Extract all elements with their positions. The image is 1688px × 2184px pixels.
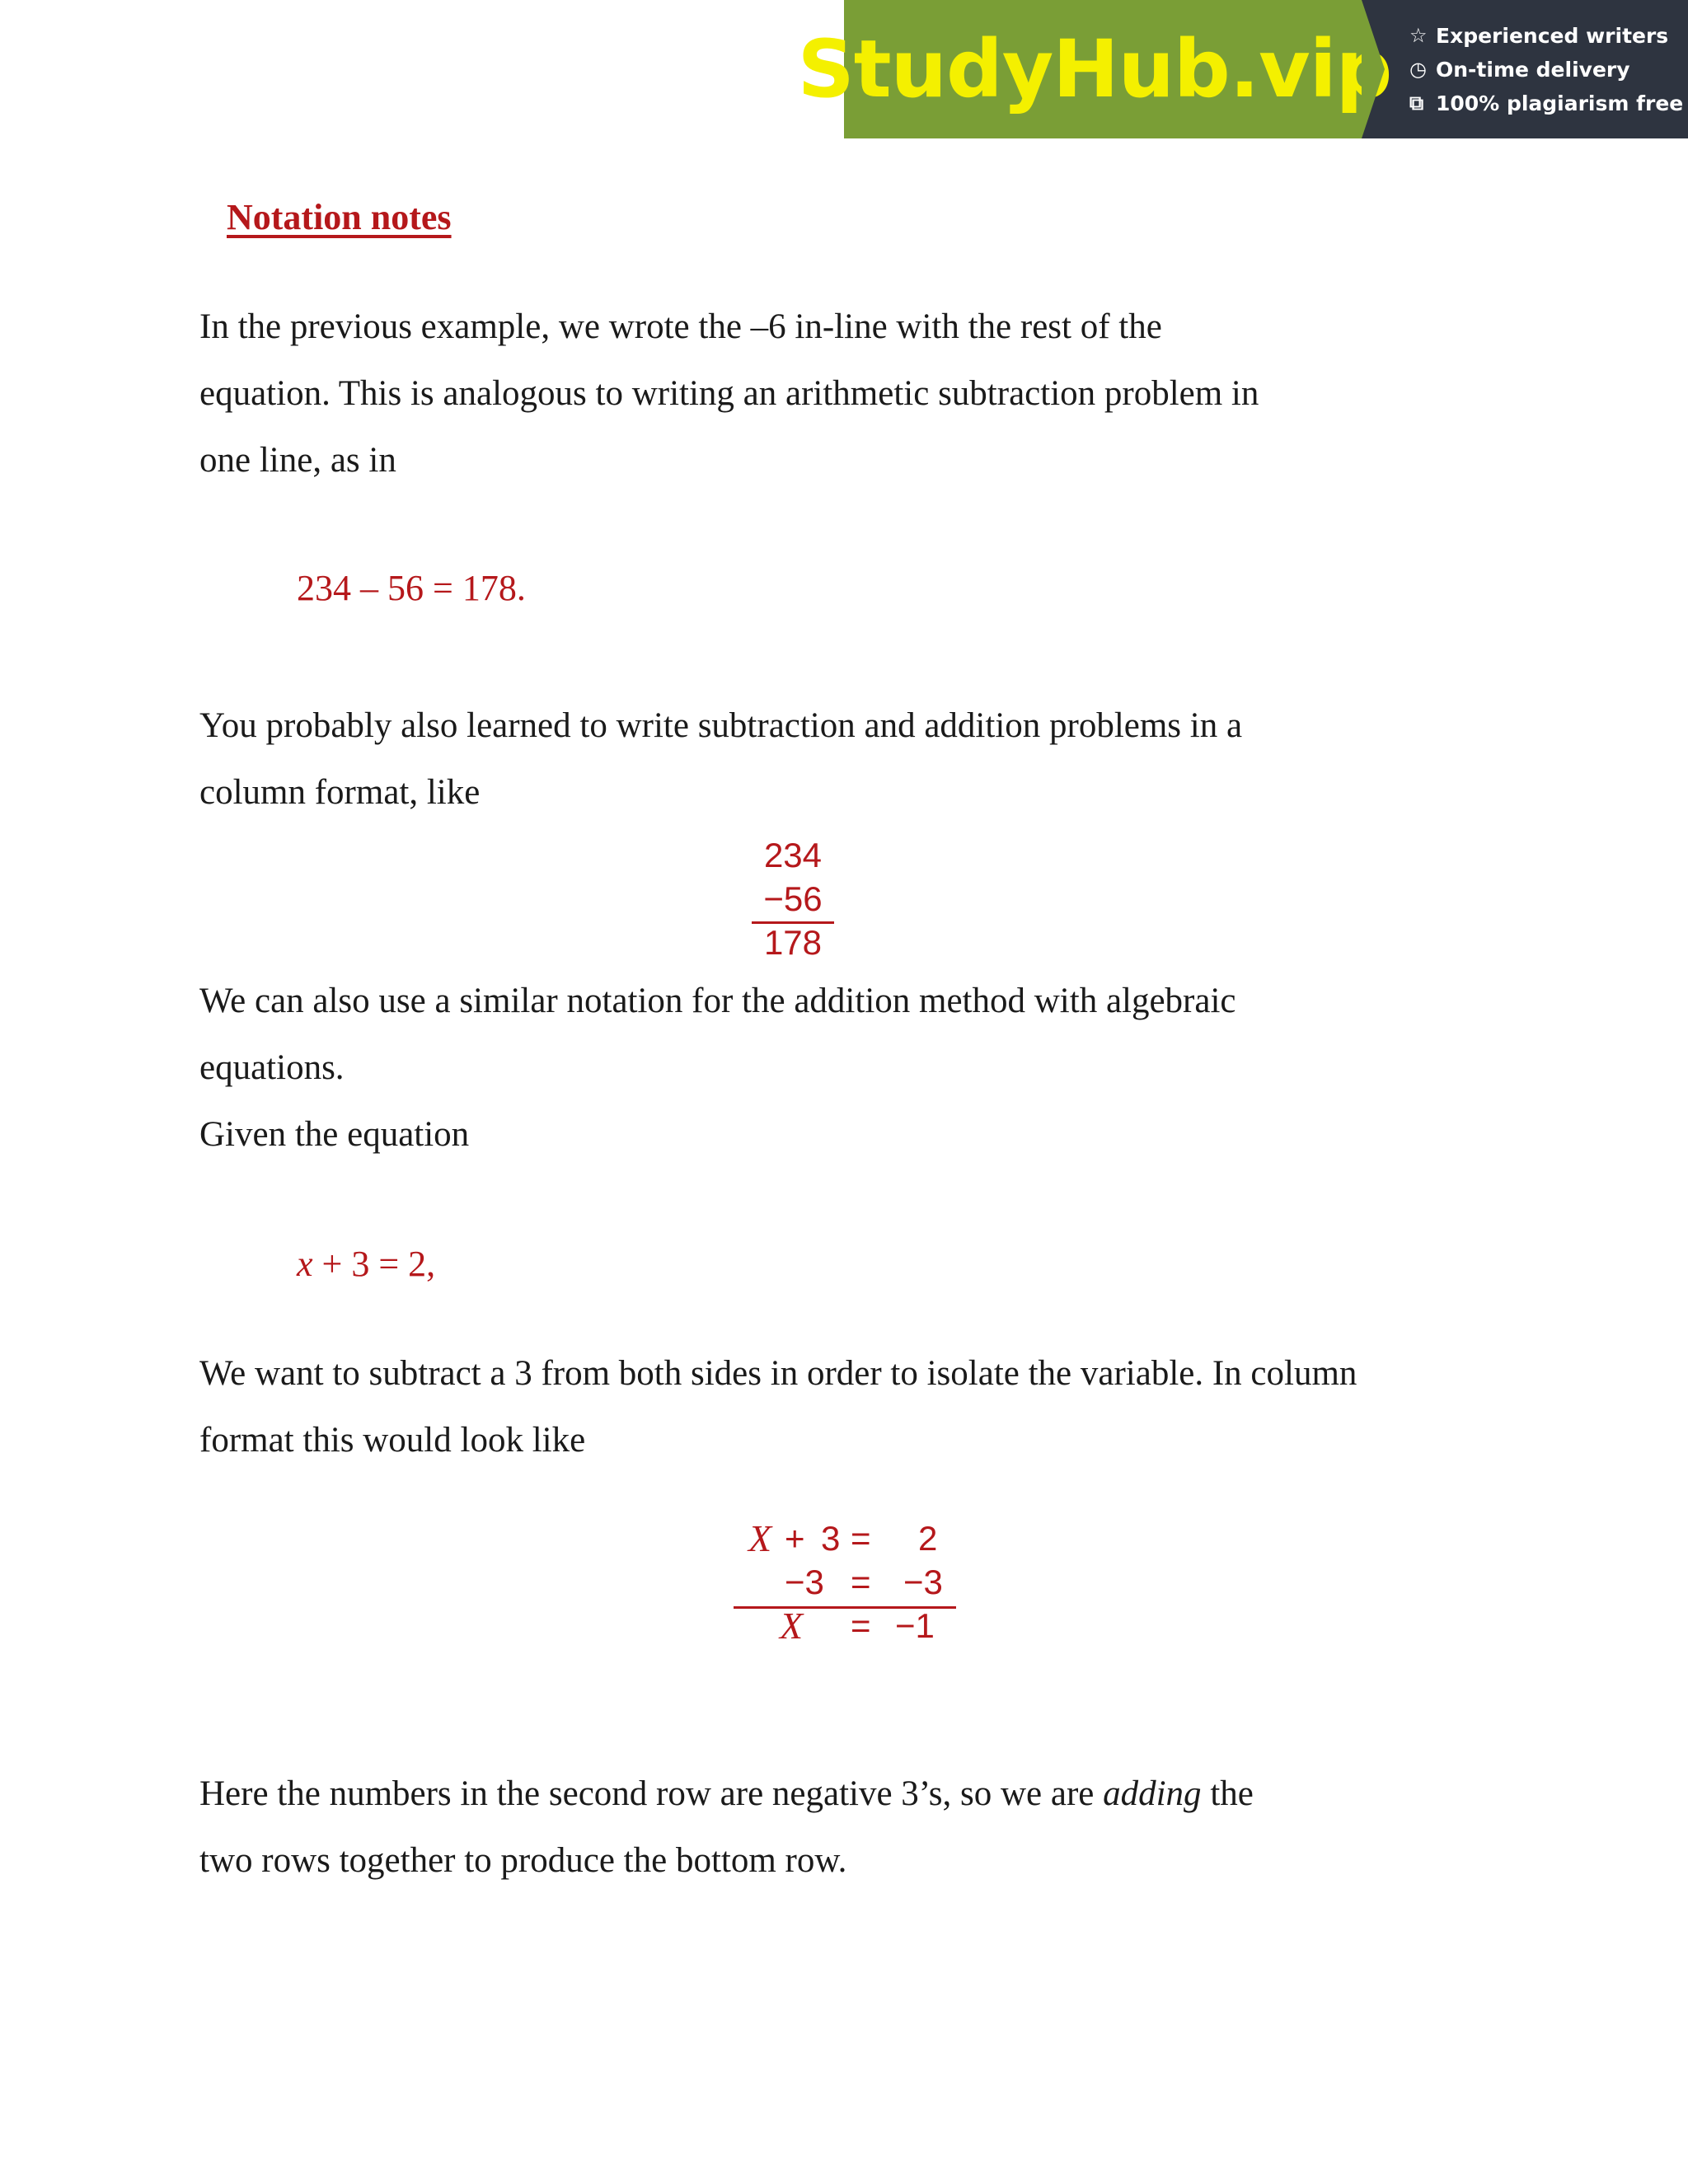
algebra-rhs: −3: [903, 1563, 943, 1601]
algebra-rhs: −1: [895, 1606, 935, 1645]
algebra-number: 3: [821, 1519, 841, 1558]
equation-variable: x: [297, 1244, 313, 1284]
feature-label: Experienced writers: [1436, 23, 1669, 48]
algebra-variable: X: [780, 1605, 804, 1647]
algebra-equals: =: [851, 1563, 871, 1601]
feature-label: On-time delivery: [1436, 57, 1630, 82]
banner-arrow: [1362, 0, 1385, 138]
column-algebra: [734, 1516, 956, 1647]
paragraph-line: equations.: [199, 1048, 345, 1087]
algebra-number: −3: [785, 1563, 824, 1601]
paragraph-text: the: [1201, 1774, 1254, 1813]
feature-panel: [1362, 0, 1688, 138]
column-top: 234: [763, 836, 823, 874]
algebra-variable: X: [748, 1517, 772, 1559]
equation-rest: + 3 = 2,: [312, 1244, 436, 1284]
clock-icon: ◷: [1409, 57, 1427, 81]
brand-logo: StudyHub.vip: [797, 23, 1392, 115]
algebra-plus: +: [785, 1519, 805, 1558]
paragraph-line: In the previous example, we wrote the –6 in-line with the rest of the: [199, 307, 1162, 346]
paragraph-line: one line, as in: [199, 441, 396, 480]
section-heading: Notation notes: [227, 197, 452, 237]
paragraph-text: Here the numbers in the second row are negative 3’s, so we are: [199, 1774, 1104, 1813]
studyhub-banner[interactable]: [797, 0, 1688, 138]
feature-on-time-delivery: [1409, 53, 1688, 87]
feature-label: 100% plagiarism free: [1436, 91, 1684, 115]
column-subtraction: [752, 833, 834, 964]
column-middle: −56: [763, 879, 823, 918]
emphasis-text: adding: [1103, 1774, 1202, 1813]
algebra-equals: =: [851, 1519, 871, 1558]
feature-plagiarism-free: [1409, 87, 1688, 120]
algebra-equals: =: [851, 1606, 871, 1645]
inline-equation: [297, 1243, 435, 1285]
paragraph-line: Given the equation: [199, 1115, 470, 1154]
algebra-row-3: [734, 1604, 956, 1647]
brand-panel: [797, 0, 1392, 138]
column-result: 178: [763, 923, 823, 962]
paragraph-line: We can also use a similar notation for the addition method with algebraic: [199, 982, 1236, 1020]
algebra-rhs: 2: [918, 1519, 938, 1558]
paragraph-line: two rows together to produce the bottom row.: [199, 1841, 847, 1880]
algebra-row-2: [734, 1560, 956, 1604]
paragraph-line: format this would look like: [199, 1421, 586, 1460]
paragraph-line: column format, like: [199, 773, 481, 812]
star-icon: ☆: [1409, 23, 1428, 47]
paragraph-line: We want to subtract a 3 from both sides in order to isolate the variable. In column: [199, 1354, 1357, 1393]
copy-icon: ⧉: [1409, 91, 1424, 115]
inline-equation: 234 – 56 = 178.: [297, 568, 526, 608]
paragraph-line: You probably also learned to write subtraction and addition problems in a: [199, 706, 1243, 745]
feature-experienced-writers: [1409, 19, 1688, 53]
paragraph-line: [199, 1760, 1390, 1827]
algebra-row-1: [734, 1516, 956, 1560]
paragraph-line: equation. This is analogous to writing an arithmetic subtraction problem in: [199, 374, 1259, 413]
